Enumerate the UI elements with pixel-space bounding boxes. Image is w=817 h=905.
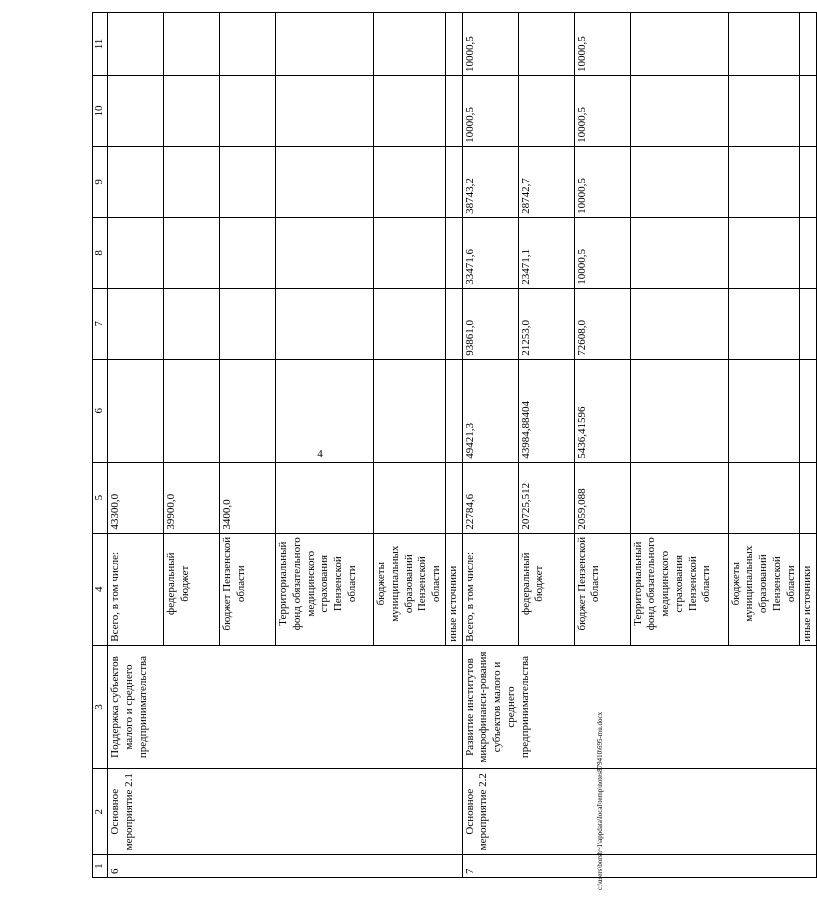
value-cell (728, 359, 800, 462)
value-cell (518, 13, 574, 76)
value-cell (445, 359, 462, 462)
page-number: 4 (317, 448, 323, 460)
value-cell: 43300,0 (108, 462, 164, 533)
value-cell: 10000,5 (574, 217, 630, 288)
value-cell (800, 75, 817, 146)
value-cell (630, 462, 728, 533)
value-cell (445, 217, 462, 288)
header-cell-11: 11 (93, 13, 108, 76)
header-cell-9: 9 (93, 146, 108, 217)
value-cell (374, 288, 446, 359)
value-cell (276, 288, 374, 359)
value-cell: 28742,7 (518, 146, 574, 217)
funding-source: федеральный бюджет (164, 533, 220, 645)
value-cell: 22784,6 (462, 462, 518, 533)
value-cell (108, 217, 164, 288)
value-cell: 2059,088 (574, 462, 630, 533)
measure-description: Развитие институтов микрофинанси-рования субъектов малого и среднего предпринимательства (462, 645, 817, 769)
header-cell-1: 1 (93, 855, 108, 878)
value-cell: 21253,0 (518, 288, 574, 359)
value-cell (220, 146, 276, 217)
funding-source: Территориальный фонд обязательного медицинского страхования Пензенской области (276, 533, 374, 645)
file-path-footer: c:\users\borsh~1\appdata\local\temp\notes879410\695-mu.docx (596, 711, 604, 890)
value-cell (276, 13, 374, 76)
value-cell (164, 288, 220, 359)
header-cell-2: 2 (93, 769, 108, 855)
header-cell-6: 6 (93, 359, 108, 462)
measure-name: Основное мероприятие 2.1 (108, 769, 463, 855)
value-cell (445, 146, 462, 217)
value-cell (630, 75, 728, 146)
table-row (462, 13, 518, 878)
value-cell (445, 13, 462, 76)
value-cell (108, 13, 164, 76)
value-cell (728, 75, 800, 146)
value-cell (728, 13, 800, 76)
value-cell (518, 75, 574, 146)
value-cell: 10000,5 (574, 146, 630, 217)
value-cell (276, 217, 374, 288)
value-cell (630, 288, 728, 359)
header-cell-10: 10 (93, 75, 108, 146)
header-cell-7: 7 (93, 288, 108, 359)
funding-source: бюджет Пензенской области (220, 533, 276, 645)
value-cell: 20725,512 (518, 462, 574, 533)
value-cell (374, 462, 446, 533)
funding-source: иные источники (800, 533, 817, 645)
value-cell (374, 75, 446, 146)
table-row (108, 13, 164, 878)
measure-name: Основное мероприятие 2.2 (462, 769, 817, 855)
value-cell (630, 146, 728, 217)
value-cell: 10000,5 (462, 13, 518, 76)
header-cell-4: 4 (93, 533, 108, 645)
funding-source: бюджет Пензенской области (574, 533, 630, 645)
value-cell (276, 146, 374, 217)
value-cell (800, 462, 817, 533)
value-cell: 49421,3 (462, 359, 518, 462)
value-cell (374, 217, 446, 288)
value-cell (728, 146, 800, 217)
value-cell: 10000,5 (574, 13, 630, 76)
funding-source: бюджеты муниципальных образований Пензенской области (728, 533, 800, 645)
funding-source: Всего, в том числе: (462, 533, 518, 645)
value-cell (164, 75, 220, 146)
value-cell (108, 359, 164, 462)
value-cell (374, 146, 446, 217)
funding-source: Всего, в том числе: (108, 533, 164, 645)
value-cell: 43984,88404 (518, 359, 574, 462)
row-number: 7 (462, 855, 817, 878)
funding-table (92, 12, 817, 878)
value-cell (108, 146, 164, 217)
header-cell-3: 3 (93, 645, 108, 769)
value-cell (220, 75, 276, 146)
value-cell (220, 217, 276, 288)
value-cell: 23471,1 (518, 217, 574, 288)
value-cell (164, 146, 220, 217)
row-number: 6 (108, 855, 463, 878)
funding-source: иные источники (445, 533, 462, 645)
value-cell (276, 75, 374, 146)
header-cell-8: 8 (93, 217, 108, 288)
value-cell (374, 359, 446, 462)
value-cell (445, 462, 462, 533)
value-cell: 39900,0 (164, 462, 220, 533)
value-cell (800, 146, 817, 217)
value-cell: 3400,0 (220, 462, 276, 533)
funding-source: Территориальный фонд обязательного медицинского страхования Пензенской области (630, 533, 728, 645)
value-cell (220, 288, 276, 359)
funding-source: бюджеты муниципальных образований Пензенской области (374, 533, 446, 645)
value-cell: 10000,5 (574, 75, 630, 146)
value-cell (728, 217, 800, 288)
value-cell (800, 13, 817, 76)
value-cell (164, 359, 220, 462)
value-cell: 38743,2 (462, 146, 518, 217)
value-cell (630, 13, 728, 76)
value-cell (445, 75, 462, 146)
value-cell (800, 217, 817, 288)
value-cell: 5436,41596 (574, 359, 630, 462)
value-cell (276, 462, 374, 533)
measure-description: Поддержка субъектов малого и среднего предпринимательства (108, 645, 463, 769)
value-cell (164, 13, 220, 76)
value-cell (164, 217, 220, 288)
value-cell (220, 359, 276, 462)
value-cell (630, 217, 728, 288)
value-cell (108, 288, 164, 359)
value-cell: 10000,5 (462, 75, 518, 146)
value-cell: 93861,0 (462, 288, 518, 359)
value-cell (276, 359, 374, 462)
value-cell (445, 288, 462, 359)
value-cell (728, 288, 800, 359)
value-cell (800, 359, 817, 462)
header-row (93, 13, 108, 878)
value-cell (630, 359, 728, 462)
value-cell (800, 288, 817, 359)
value-cell (728, 462, 800, 533)
value-cell (220, 13, 276, 76)
funding-source: федеральный бюджет (518, 533, 574, 645)
value-cell: 33471,6 (462, 217, 518, 288)
value-cell (374, 13, 446, 76)
header-cell-5: 5 (93, 462, 108, 533)
value-cell (108, 75, 164, 146)
value-cell: 72608,0 (574, 288, 630, 359)
